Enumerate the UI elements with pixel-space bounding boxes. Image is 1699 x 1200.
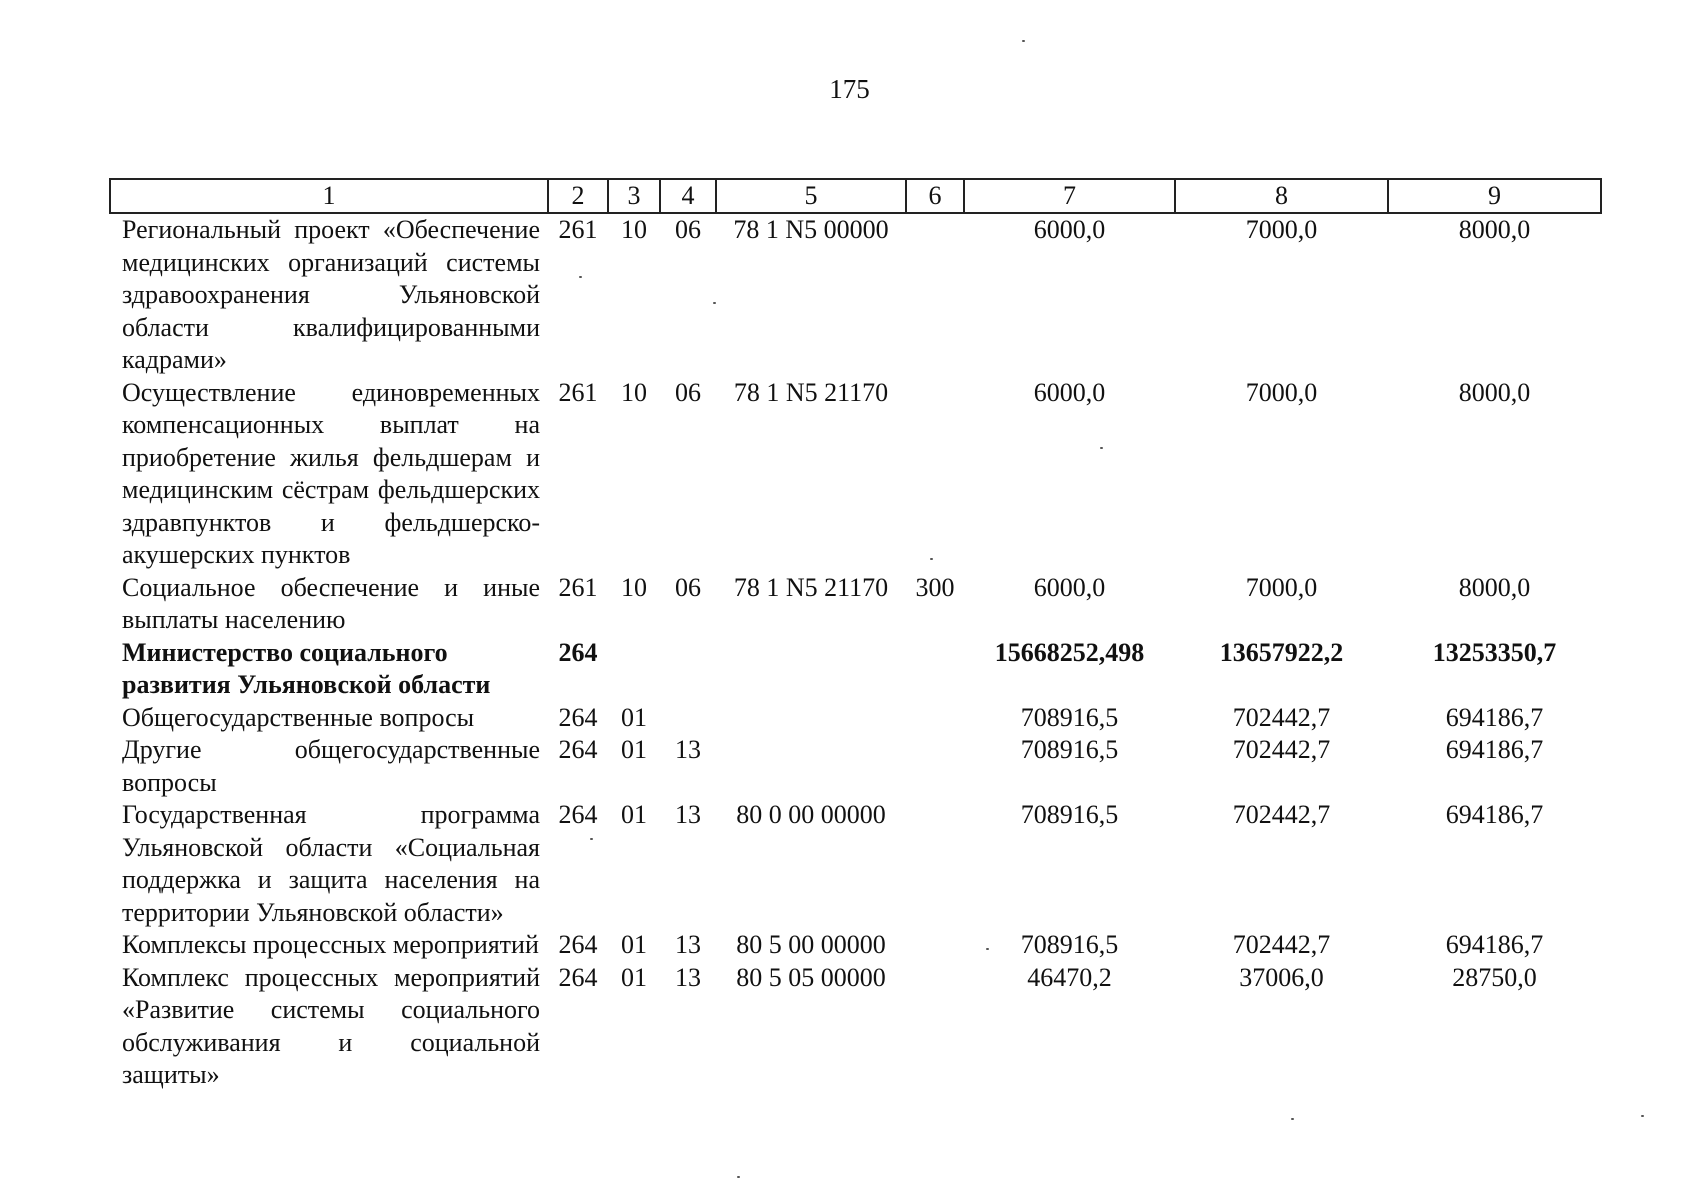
header-row bbox=[110, 179, 1601, 213]
cell-subsection bbox=[660, 702, 716, 735]
row-name: Социальное обеспечение и иные выплаты населению bbox=[122, 572, 540, 634]
cell-expense-type bbox=[906, 929, 964, 962]
row-name: Осуществление единовременных компенсационных выплат на приобретение жилья фельдшерам и медицинским сёстрам фельдшерских здравпунктов и фельдшерско-акушерских пунктов bbox=[122, 377, 540, 569]
page-number: 175 bbox=[829, 74, 870, 104]
cell-amount-3: 694186,7 bbox=[1445, 930, 1544, 959]
row-name: Комплекс процессных мероприятий «Развитие системы социального обслуживания и социальной защиты» bbox=[122, 962, 540, 1089]
scan-speck bbox=[1641, 1115, 1644, 1117]
cell-target-article bbox=[716, 734, 906, 799]
cell-amount-2: 7000,0 bbox=[1245, 572, 1318, 602]
cell-target-article: 80 5 05 00000 bbox=[736, 962, 886, 992]
cell-amount-2: 702442,7 bbox=[1232, 930, 1331, 959]
cell-amount-1: 708916,5 bbox=[1020, 702, 1119, 732]
cell-ministry-code: 261 bbox=[558, 572, 598, 602]
scan-speck bbox=[713, 302, 716, 304]
cell-expense-type bbox=[906, 962, 964, 1092]
cell-amount-1: 708916,5 bbox=[1020, 735, 1119, 764]
cell-ministry-code: 264 bbox=[558, 800, 598, 829]
cell-ministry-code: 261 bbox=[558, 377, 598, 407]
header-cell: 1 bbox=[110, 179, 548, 213]
cell-expense-type: 300 bbox=[915, 572, 955, 602]
header-cell: 9 bbox=[1388, 179, 1601, 213]
cell-subsection: 06 bbox=[675, 572, 701, 602]
cell-amount-3: 13253350,7 bbox=[1432, 637, 1557, 667]
cell-ministry-code: 261 bbox=[558, 215, 598, 244]
row-name: Государственная программа Ульяновской области «Социальная поддержка и защита населения на территории Ульяновской области» bbox=[122, 800, 540, 927]
cell-section: 01 bbox=[621, 962, 647, 992]
cell-amount-3: 8000,0 bbox=[1458, 377, 1531, 407]
cell-subsection: 13 bbox=[675, 800, 701, 829]
cell-subsection bbox=[660, 637, 716, 702]
cell-ministry-code: 264 bbox=[558, 637, 598, 667]
cell-ministry-code: 264 bbox=[558, 735, 598, 764]
table-row bbox=[110, 637, 1601, 702]
cell-amount-1: 708916,5 bbox=[1020, 800, 1119, 829]
budget-table bbox=[109, 178, 1602, 1092]
cell-amount-3: 8000,0 bbox=[1458, 572, 1531, 602]
scan-speck bbox=[737, 1176, 740, 1178]
table-row bbox=[110, 702, 1601, 735]
row-name: Комплексы процессных мероприятий bbox=[122, 930, 539, 959]
cell-ministry-code: 264 bbox=[558, 702, 598, 732]
table-row bbox=[110, 962, 1601, 1092]
cell-amount-3: 694186,7 bbox=[1445, 735, 1544, 764]
table-row bbox=[110, 734, 1601, 799]
cell-expense-type bbox=[906, 702, 964, 735]
cell-target-article bbox=[716, 637, 906, 702]
cell-ministry-code: 264 bbox=[558, 930, 598, 959]
cell-section bbox=[608, 637, 660, 702]
cell-target-article: 80 5 00 00000 bbox=[736, 930, 886, 959]
cell-amount-3: 694186,7 bbox=[1445, 800, 1544, 829]
scan-speck bbox=[930, 558, 933, 560]
header-cell: 3 bbox=[608, 179, 660, 213]
row-name: Министерство социального развития Ульяновской области bbox=[122, 637, 491, 699]
table-row bbox=[110, 377, 1601, 572]
cell-ministry-code: 264 bbox=[558, 962, 598, 992]
cell-amount-3: 8000,0 bbox=[1458, 215, 1531, 244]
cell-amount-3: 28750,0 bbox=[1452, 962, 1537, 992]
scan-speck bbox=[579, 276, 582, 278]
cell-subsection: 13 bbox=[675, 735, 701, 764]
table-row bbox=[110, 572, 1601, 637]
cell-subsection: 13 bbox=[675, 962, 701, 992]
row-name: Региональный проект «Обеспечение медицинских организаций системы здравоохранения Ульяновской области квалифицированными кадрами» bbox=[122, 215, 540, 374]
table-row bbox=[110, 929, 1601, 962]
cell-amount-2: 13657922,2 bbox=[1219, 637, 1344, 667]
header-cell: 6 bbox=[906, 179, 964, 213]
cell-expense-type bbox=[906, 799, 964, 929]
cell-section: 10 bbox=[621, 215, 647, 244]
cell-amount-2: 702442,7 bbox=[1232, 735, 1331, 764]
cell-expense-type bbox=[906, 213, 964, 377]
table-row bbox=[110, 213, 1601, 377]
cell-amount-1: 6000,0 bbox=[1033, 572, 1106, 602]
cell-amount-1: 6000,0 bbox=[1033, 377, 1106, 407]
scan-speck bbox=[986, 948, 989, 950]
header-cell: 5 bbox=[716, 179, 906, 213]
cell-subsection: 06 bbox=[675, 377, 701, 407]
header-cell: 8 bbox=[1175, 179, 1388, 213]
row-name: Другие общегосударственные вопросы bbox=[122, 735, 540, 797]
scan-speck bbox=[590, 838, 593, 840]
cell-section: 10 bbox=[621, 377, 647, 407]
cell-subsection: 06 bbox=[675, 215, 701, 244]
row-name: Общегосударственные вопросы bbox=[122, 702, 475, 732]
header-cell: 2 bbox=[548, 179, 608, 213]
cell-expense-type bbox=[906, 377, 964, 572]
cell-amount-2: 7000,0 bbox=[1245, 377, 1318, 407]
cell-section: 01 bbox=[621, 735, 647, 764]
cell-amount-1: 46470,2 bbox=[1027, 962, 1112, 992]
cell-expense-type bbox=[906, 734, 964, 799]
cell-target-article: 78 1 N5 00000 bbox=[733, 215, 889, 244]
cell-target-article bbox=[716, 702, 906, 735]
cell-amount-1: 6000,0 bbox=[1033, 215, 1106, 244]
cell-amount-2: 702442,7 bbox=[1232, 800, 1331, 829]
cell-target-article: 80 0 00 00000 bbox=[736, 800, 886, 829]
cell-target-article: 78 1 N5 21170 bbox=[733, 572, 889, 602]
cell-amount-3: 694186,7 bbox=[1445, 702, 1544, 732]
header-cell: 7 bbox=[964, 179, 1175, 213]
scan-speck bbox=[1291, 1118, 1294, 1120]
header-cell: 4 bbox=[660, 179, 716, 213]
cell-target-article: 78 1 N5 21170 bbox=[733, 377, 889, 407]
cell-section: 10 bbox=[621, 572, 647, 602]
cell-amount-2: 37006,0 bbox=[1239, 962, 1324, 992]
cell-section: 01 bbox=[621, 800, 647, 829]
cell-amount-1: 708916,5 bbox=[1020, 930, 1119, 959]
scan-speck bbox=[1022, 40, 1025, 42]
scan-speck bbox=[1100, 447, 1103, 449]
cell-subsection: 13 bbox=[675, 930, 701, 959]
table-row bbox=[110, 799, 1601, 929]
cell-amount-2: 702442,7 bbox=[1232, 702, 1331, 732]
cell-expense-type bbox=[906, 637, 964, 702]
cell-section: 01 bbox=[621, 702, 647, 732]
cell-section: 01 bbox=[621, 930, 647, 959]
cell-amount-2: 7000,0 bbox=[1245, 215, 1318, 244]
cell-amount-1: 15668252,498 bbox=[994, 637, 1145, 667]
